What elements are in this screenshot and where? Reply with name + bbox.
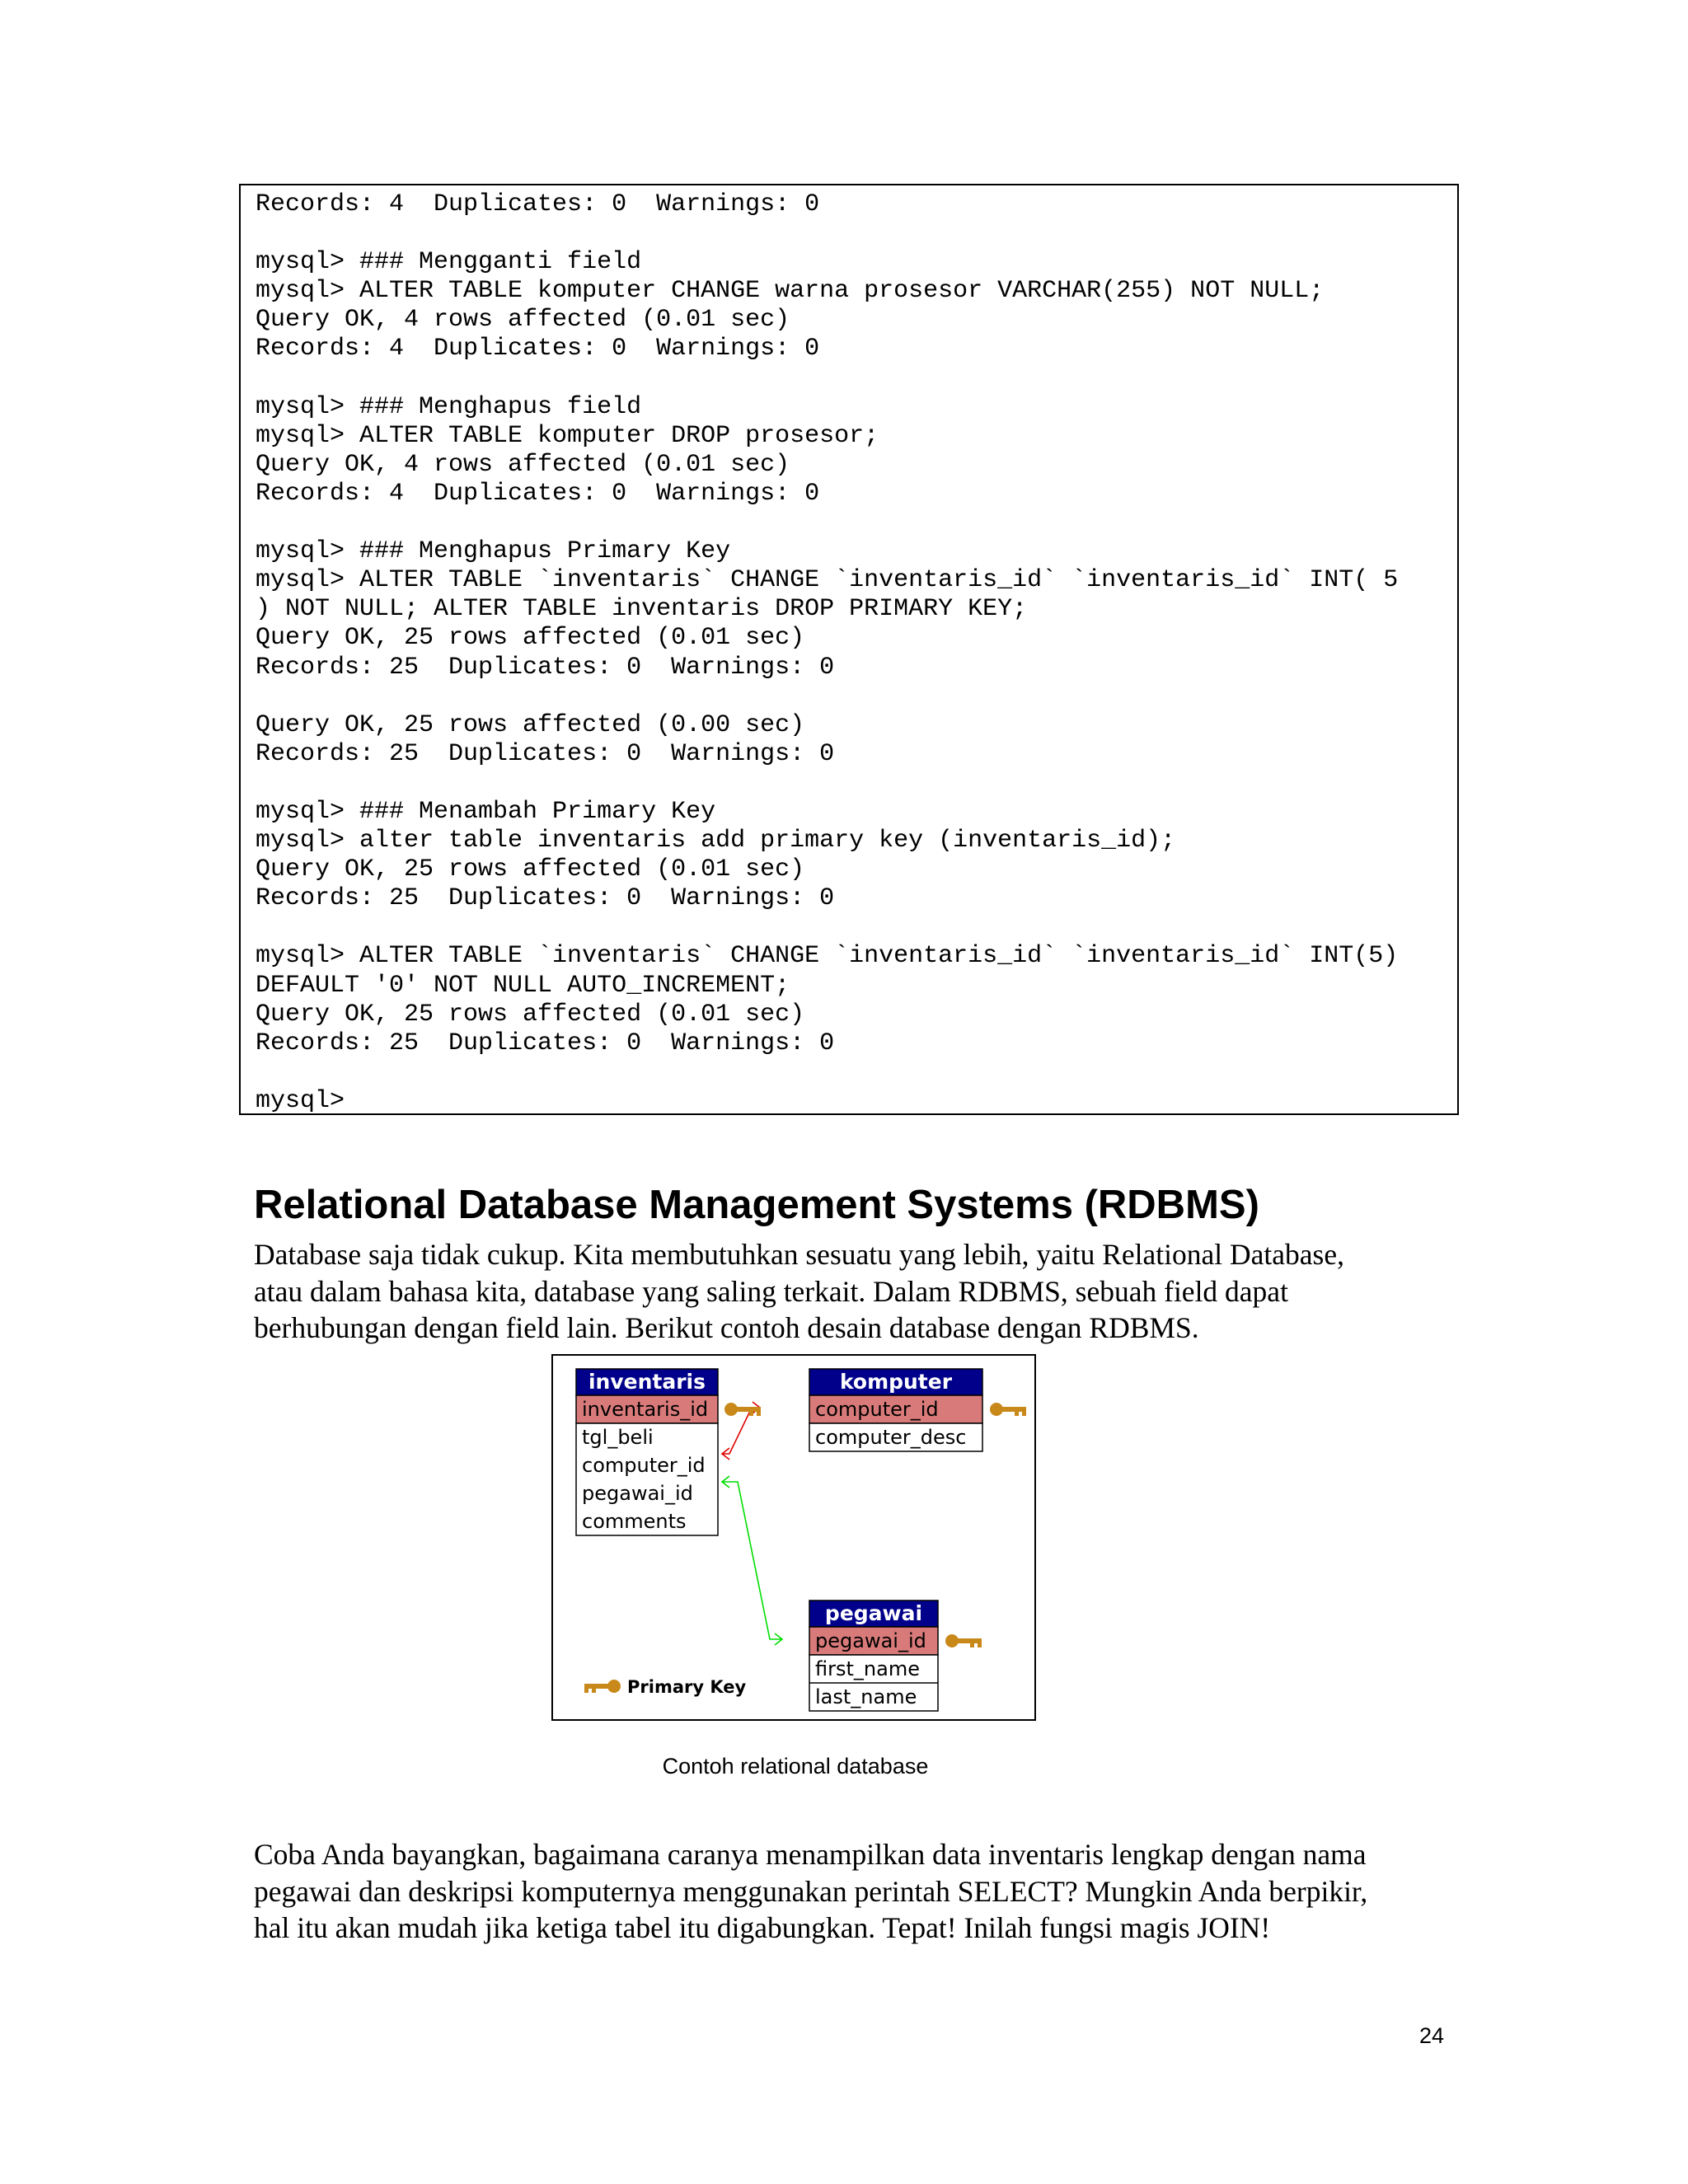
field-inventaris-id: inventaris_id (582, 1398, 709, 1421)
code-line: Records: 25 Duplicates: 0 Warnings: 0 (256, 1029, 835, 1057)
code-line: Query OK, 4 rows affected (0.01 sec) (256, 450, 790, 479)
code-line: ) NOT NULL; ALTER TABLE inventaris DROP PRIMARY KEY; (256, 595, 1028, 624)
legend-label: Primary Key (627, 1677, 747, 1697)
paragraph-line: atau dalam bahasa kita, database yang saling terkait. Dalam RDBMS, sebuah field dapat (254, 1274, 1288, 1308)
code-listing (256, 190, 1398, 1115)
code-line: mysql> ### Menambah Primary Key (256, 797, 716, 826)
code-line: mysql> ### Menghapus Primary Key (256, 537, 731, 566)
code-line: Records: 4 Duplicates: 0 Warnings: 0 (256, 335, 820, 363)
code-line: Query OK, 4 rows affected (0.01 sec) (256, 306, 790, 335)
field-computer-desc: computer_desc (815, 1426, 967, 1449)
field-comments: comments (582, 1510, 687, 1533)
code-line: Records: 4 Duplicates: 0 Warnings: 0 (256, 479, 820, 508)
intro-paragraph (254, 1236, 1344, 1347)
code-line: Records: 4 Duplicates: 0 Warnings: 0 (256, 190, 820, 218)
code-line: mysql> ALTER TABLE `inventaris` CHANGE `inventaris_id` `inventaris_id` INT( 5 (256, 566, 1399, 595)
field-pegawai-id: pegawai_id (582, 1482, 693, 1505)
paragraph-line: pegawai dan deskripsi komputernya menggunakan perintah SELECT? Mungkin Anda berpikir, (254, 1874, 1368, 1908)
code-line: Records: 25 Duplicates: 0 Warnings: 0 (256, 739, 835, 768)
table-title: komputer (839, 1370, 953, 1394)
code-line: DEFAULT '0' NOT NULL AUTO_INCREMENT; (256, 971, 790, 1000)
closing-paragraph (254, 1836, 1367, 1947)
paragraph-line: hal itu akan mudah jika ketiga tabel itu digabungkan. Tepat! Inilah fungsi magis JOIN! (254, 1911, 1271, 1944)
code-line: Records: 25 Duplicates: 0 Warnings: 0 (256, 653, 835, 682)
table-title: pegawai (824, 1601, 923, 1625)
paragraph-line: Database saja tidak cukup. Kita membutuhkan sesuatu yang lebih, yaitu Relational Database, (254, 1238, 1344, 1271)
code-line: mysql> alter table inventaris add primary key (inventaris_id); (256, 827, 1176, 855)
page-number: 24 (1418, 2023, 1444, 2048)
code-line: mysql> ALTER TABLE komputer CHANGE warna prosesor VARCHAR(255) NOT NULL; (256, 277, 1325, 306)
field-last-name: last_name (815, 1685, 917, 1708)
code-line: Query OK, 25 rows affected (0.01 sec) (256, 855, 805, 884)
code-line: mysql> ALTER TABLE komputer DROP prosesor; (256, 421, 879, 450)
figure-caption: Contoh relational database (662, 1754, 929, 1779)
field-computer-id: computer_id (815, 1398, 939, 1421)
code-line: mysql> (256, 1086, 345, 1115)
code-listing-box (239, 184, 1459, 1115)
relational-database-diagram (551, 1354, 1036, 1721)
code-line: Query OK, 25 rows affected (0.01 sec) (256, 624, 805, 653)
code-line: mysql> ALTER TABLE `inventaris` CHANGE `inventaris_id` `inventaris_id` INT(5) (256, 942, 1399, 971)
paragraph-line: Coba Anda bayangkan, bagaimana caranya menampilkan data inventaris lengkap dengan nama (254, 1838, 1367, 1871)
code-line: Query OK, 25 rows affected (0.00 sec) (256, 710, 805, 739)
field-first-name: first_name (815, 1657, 920, 1680)
code-line: Records: 25 Duplicates: 0 Warnings: 0 (256, 884, 835, 913)
field-tgl-beli: tgl_beli (582, 1426, 654, 1449)
paragraph-line: berhubungan dengan field lain. Berikut contoh desain database dengan RDBMS. (254, 1311, 1199, 1344)
section-heading: Relational Database Management Systems (RDBMS) (254, 1183, 1259, 1227)
field-pegawai-id: pegawai_id (815, 1629, 926, 1652)
code-line: mysql> ### Menghapus field (256, 392, 642, 421)
table-title: inventaris (588, 1370, 706, 1394)
field-computer-id: computer_id (582, 1454, 706, 1477)
code-line: mysql> ### Mengganti field (256, 248, 642, 277)
code-line: Query OK, 25 rows affected (0.01 sec) (256, 1000, 805, 1029)
